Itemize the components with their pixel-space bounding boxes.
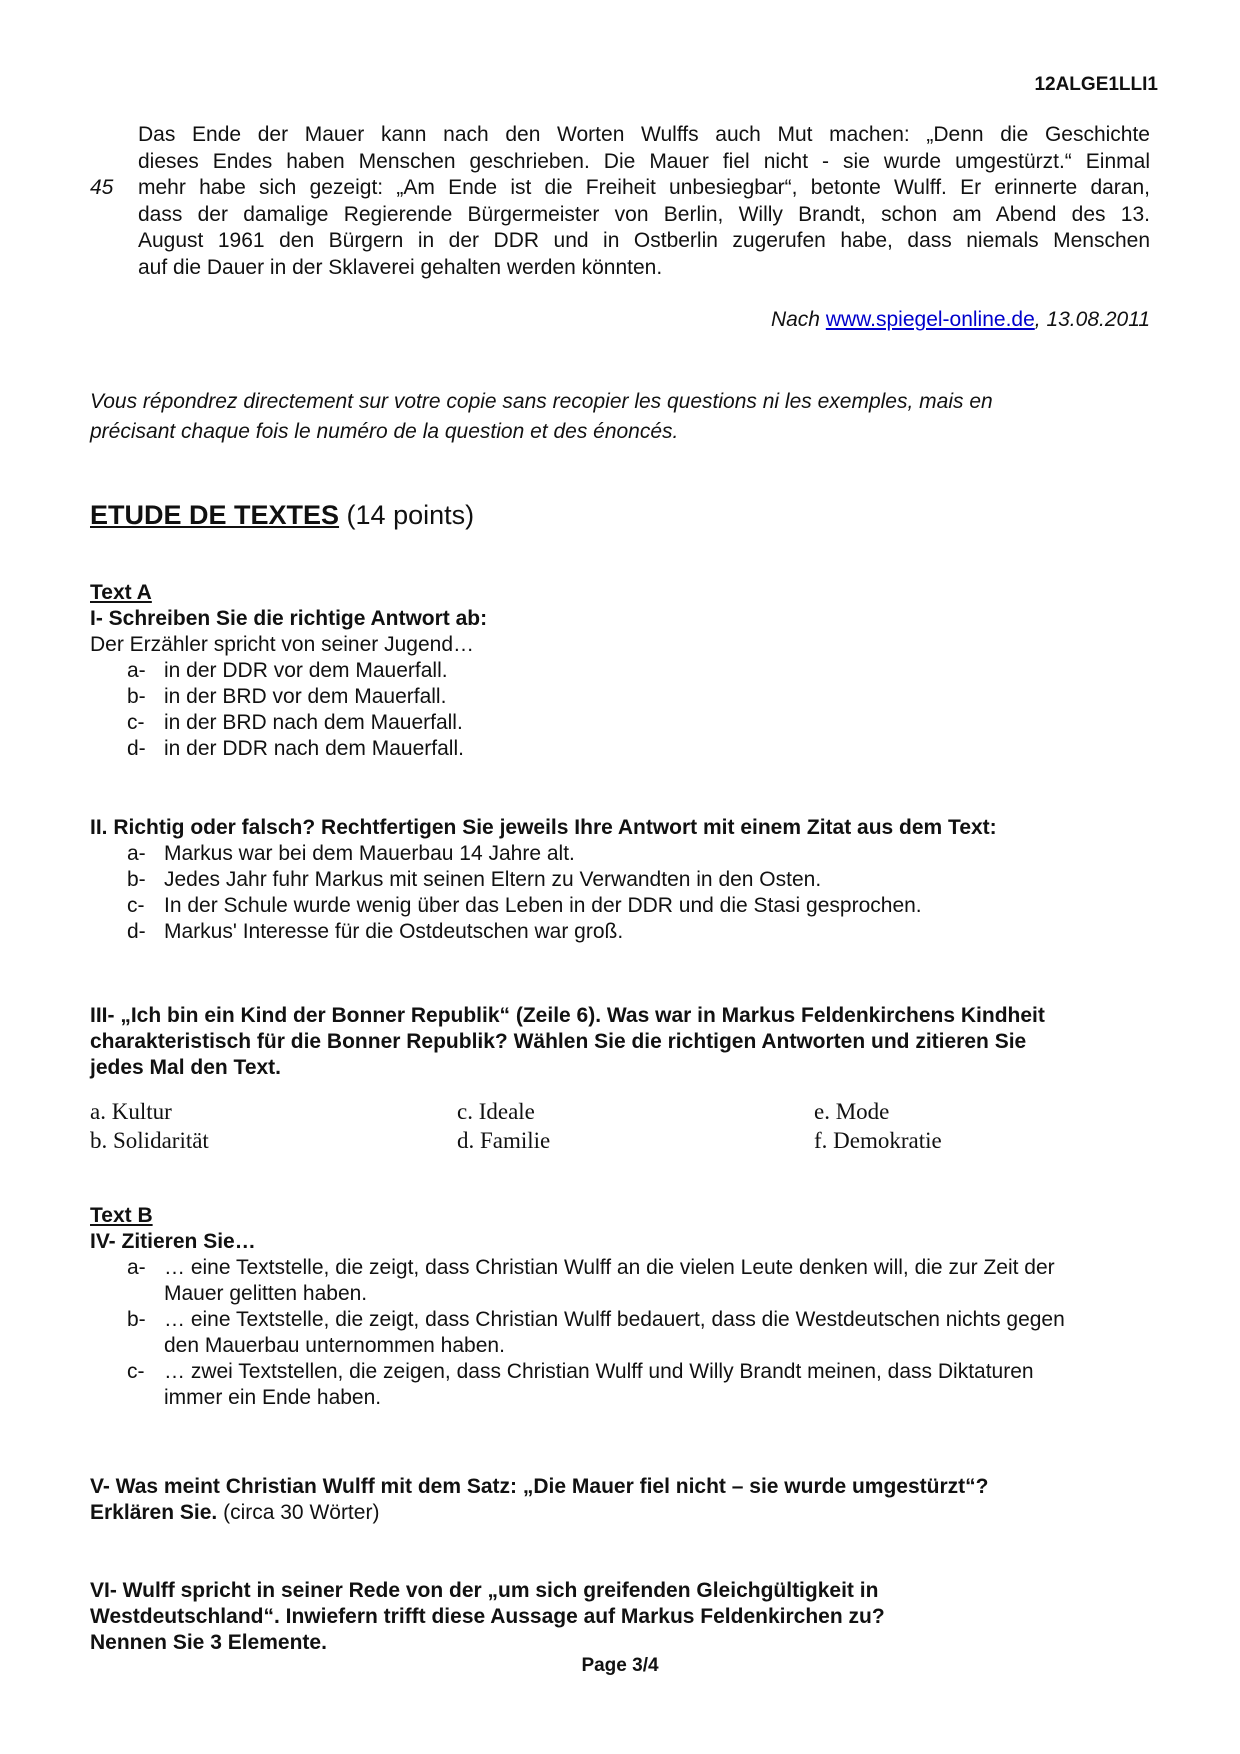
line-number: 45 [90,176,114,199]
passage-line: auf die Dauer in der Sklaverei gehalten werden könnten. [138,255,663,279]
passage-line: August 1961 den Bürgern in der DDR und in Ostberlin zugerufen habe, dass niemals Menschen [138,229,1150,252]
choice-item: a. Kultur [90,1099,172,1124]
passage [90,122,1150,281]
question-title: I- Schreiben Sie die richtige Antwort ab: [90,607,488,630]
choice-item: d. Familie [457,1128,551,1153]
list-item: b- … eine Textstelle, die zeigt, dass Christian Wulff bedauert, dass die Westdeutschen nichts gegen den Mauerbau unternommen haben. [127,1308,1065,1357]
list-item: c- In der Schule wurde wenig über das Leben in der DDR und die Stasi gesprochen. [127,894,922,917]
text-a-label: Text A [90,581,152,604]
question-2 [90,815,1160,945]
list-item: a- in der DDR vor dem Mauerfall. [127,659,448,682]
choice-item: b. Solidarität [90,1128,209,1153]
page-number: Page 3/4 [581,1655,659,1676]
list-item: d- Markus' Interesse für die Ostdeutschen war groß. [127,920,624,943]
passage-line: 45 mehr habe sich gezeigt: „Am Ende ist die Freiheit unbesiegbar“, betonte Wulff. Er erinnerte daran, [138,175,1150,202]
list-item: c- in der BRD nach dem Mauerfall. [127,711,463,734]
choice-item: f. Demokratie [814,1128,942,1153]
question-stem: Der Erzähler spricht von seiner Jugend… [90,633,475,656]
source-link[interactable]: www.spiegel-online.de [825,308,1035,331]
choice-item: e. Mode [814,1099,890,1124]
text-b-label: Text B [90,1204,153,1227]
document-code: 12ALGE1LLI1 [1034,74,1158,95]
question-title: IV- Zitieren Sie… [90,1230,256,1253]
question-1 [90,580,1160,762]
instruction: Vous répondrez directement sur votre copie sans recopier les questions ni les exemples, mais en précisant chaque fois le numéro de la question et des énoncés. [90,390,993,443]
list-item: a- … eine Textstelle, die zeigt, dass Christian Wulff an die vielen Leute denken will, die zur Zeit der Mauer gelitten haben. [127,1256,1055,1305]
question-title: II. Richtig oder falsch? Rechtfertigen Sie jeweils Ihre Antwort mit einem Zitat aus dem Text: [90,816,997,839]
passage-line: dass der damalige Regierende Bürgermeister von Berlin, Willy Brandt, schon am Abend des 13. [138,202,1150,226]
choice-grid [90,1097,1150,1155]
passage-line: dieses Endes haben Menschen geschrieben. Die Mauer fiel nicht - sie wurde umgestürzt.“ Einmal [138,149,1150,173]
question-5: V- Was meint Christian Wulff mit dem Satz: „Die Mauer fiel nicht – sie wurde umgestürzt“? Erklären Sie. (circa 30 Wörter) [90,1475,989,1524]
list-item: d- in der DDR nach dem Mauerfall. [127,737,464,760]
section-title: ETUDE DE TEXTES (14 points) [90,500,475,530]
list-item: a- Markus war bei dem Mauerbau 14 Jahre alt. [127,842,575,865]
question-3: III- „Ich bin ein Kind der Bonner Republik“ (Zeile 6). Was war in Markus Feldenkirchens Kindheit charakteristisch für die Bonner Republik? Wählen Sie die richtigen Antworten und zitieren Sie jedes Mal den Text. [90,1004,1045,1079]
list-item: b- in der BRD vor dem Mauerfall. [127,685,447,708]
question-4 [90,1203,1160,1411]
passage-line: Das Ende der Mauer kann nach den Worten Wulffs auch Mut machen: „Denn die Geschichte [138,123,1150,146]
list-item: b- Jedes Jahr fuhr Markus mit seinen Eltern zu Verwandten in den Osten. [127,868,822,891]
source-citation: Nach www.spiegel-online.de, 13.08.2011 [770,308,1150,331]
choice-item: c. Ideale [457,1099,535,1124]
question-6: VI- Wulff spricht in seiner Rede von der „um sich greifenden Gleichgültigkeit in Westdeutschland“. Inwiefern trifft diese Aussage auf Markus Feldenkirchen zu? Nennen Sie 3 Elemente. [90,1579,885,1654]
list-item: c- … zwei Textstellen, die zeigen, dass Christian Wulff und Willy Brandt meinen, dass Diktaturen immer ein Ende haben. [127,1360,1034,1409]
